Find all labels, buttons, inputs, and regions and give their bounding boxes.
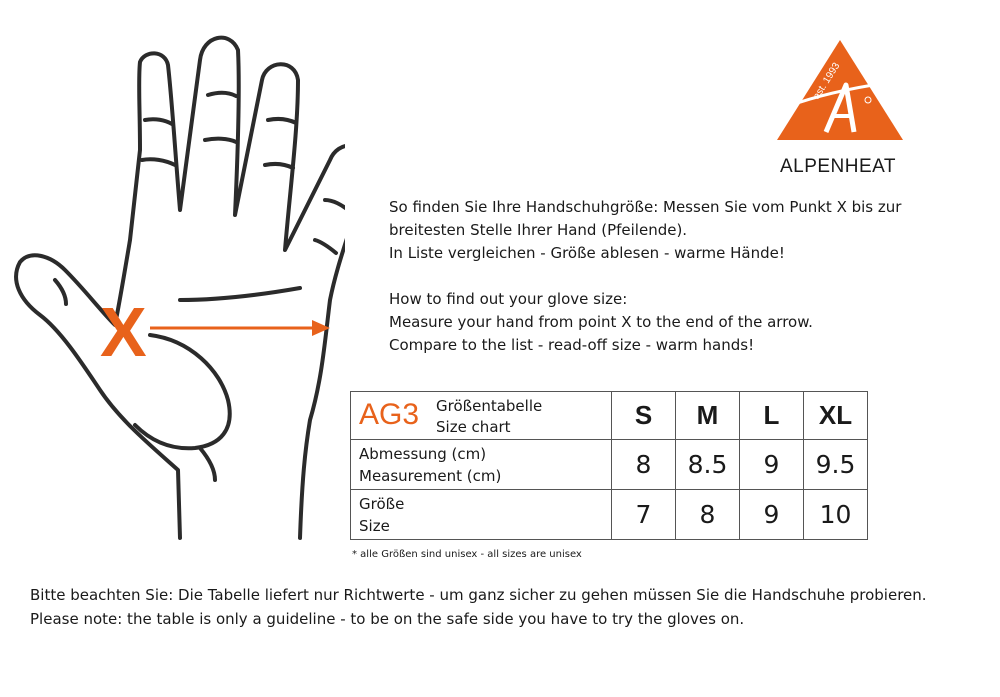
brand-name: ALPENHEAT xyxy=(779,156,897,177)
instructions-en-1: How to find out your glove size: xyxy=(389,290,628,308)
measurement-m: 8.5 xyxy=(676,440,740,490)
measurement-s: 8 xyxy=(612,440,676,490)
row-label-en: Measurement (cm) xyxy=(359,466,502,485)
hand-outline-icon xyxy=(0,0,345,560)
unisex-footnote: * alle Größen sind unisex - all sizes are unisex xyxy=(352,549,582,560)
model-name: AG3 xyxy=(359,398,420,431)
instructions xyxy=(389,196,979,357)
bottom-note xyxy=(30,583,927,631)
size-s: 7 xyxy=(612,490,676,540)
table-row xyxy=(351,440,868,490)
size-chart-table xyxy=(350,391,868,540)
size-xl: 10 xyxy=(804,490,868,540)
size-header-xl: XL xyxy=(804,392,868,440)
instructions-en-3: Compare to the list - read-off size - warm hands! xyxy=(389,336,755,354)
row-label-size xyxy=(351,490,612,540)
logo-est-text: est. 1993 xyxy=(811,60,843,102)
measurement-xl: 9.5 xyxy=(804,440,868,490)
chart-title xyxy=(436,396,542,438)
chart-title-en: Size chart xyxy=(436,418,511,436)
chart-title-de: Größentabelle xyxy=(436,397,543,415)
instructions-en-2: Measure your hand from point X to the end of the arrow. xyxy=(389,313,813,331)
row-label-de: Abmessung (cm) xyxy=(359,444,487,463)
row-label-measurement xyxy=(351,440,612,490)
size-l: 9 xyxy=(740,490,804,540)
table-header-row xyxy=(351,392,868,440)
size-header-s: S xyxy=(612,392,676,440)
note-de: Bitte beachten Sie: Die Tabelle liefert nur Richtwerte - um ganz sicher zu gehen müssen Sie die Handschuhe probieren. xyxy=(30,586,927,604)
size-m: 8 xyxy=(676,490,740,540)
note-en: Please note: the table is only a guideline - to be on the safe side you have to try the gloves on. xyxy=(30,610,745,628)
measure-arrow xyxy=(150,320,330,336)
size-header-m: M xyxy=(676,392,740,440)
row-label-de: Größe xyxy=(359,494,405,513)
point-x-marker: X xyxy=(100,293,147,371)
measurement-l: 9 xyxy=(740,440,804,490)
instructions-de-1: So finden Sie Ihre Handschuhgröße: Messen Sie vom Punkt X bis zur xyxy=(389,198,902,216)
instructions-de-3: In Liste vergleichen - Größe ablesen - warme Hände! xyxy=(389,244,785,262)
instructions-de-2: breitesten Stelle Ihrer Hand (Pfeilende). xyxy=(389,221,688,239)
table-title-cell xyxy=(351,392,612,440)
table-row xyxy=(351,490,868,540)
row-label-en: Size xyxy=(359,516,390,535)
size-header-l: L xyxy=(740,392,804,440)
